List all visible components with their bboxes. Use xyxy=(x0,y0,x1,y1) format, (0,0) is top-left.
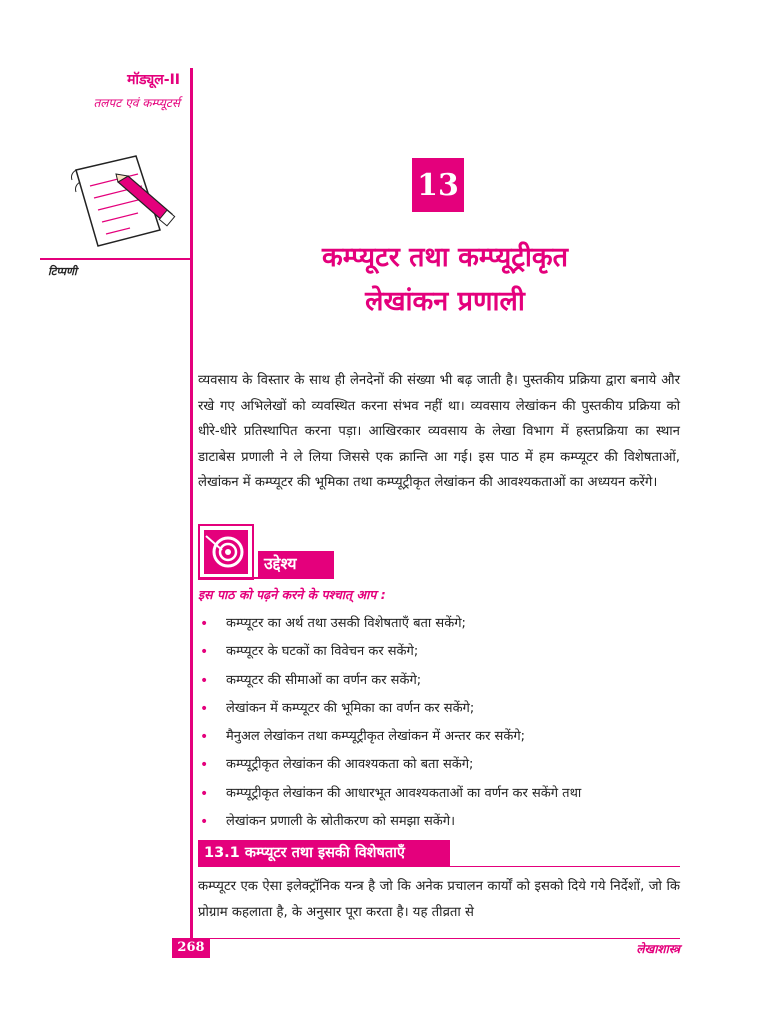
section-heading: 13.1 कम्प्यूटर तथा इसकी विशेषताएँ xyxy=(198,840,450,866)
list-item: • कम्प्यूटर के घटकों का विवेचन कर सकेंगे; xyxy=(198,638,680,666)
page-number: 268 xyxy=(172,938,210,958)
bullet-icon: • xyxy=(200,700,209,717)
list-item: • मैनुअल लेखांकन तथा कम्प्यूट्रीकृत लेखांकन में अन्तर कर सकेंगे; xyxy=(198,723,680,751)
objectives-underline xyxy=(198,577,334,579)
section-rule xyxy=(198,866,680,867)
bullet-icon: • xyxy=(200,729,209,746)
bullet-icon: • xyxy=(200,616,209,632)
list-item: • कम्प्यूट्रीकृत लेखांकन की आधारभूत आवश्यकताओं का वर्णन कर सकेंगे तथा xyxy=(198,780,680,808)
margin-rule xyxy=(190,68,193,938)
module-title: मॉड्यूल-II xyxy=(127,72,180,88)
bullet-icon: • xyxy=(200,785,209,802)
chapter-title xyxy=(230,236,660,324)
objectives-heading: उद्देश्य xyxy=(258,551,334,577)
footer-rule xyxy=(198,938,680,939)
note-divider xyxy=(40,258,190,260)
bullet-icon: • xyxy=(200,814,209,831)
module-subtitle: तलपट एवं कम्प्यूटर्स xyxy=(93,96,180,110)
bullet-icon: • xyxy=(200,757,209,774)
bullet-icon: • xyxy=(200,672,209,689)
bullet-icon: • xyxy=(200,644,209,661)
list-item: • लेखांकन प्रणाली के स्रोतीकरण को समझा सकेंगे। xyxy=(198,808,680,836)
list-item: • कम्प्यूटर की सीमाओं का वर्णन कर सकेंगे; xyxy=(198,667,680,695)
objectives-intro: इस पाठ को पढ़ने करने के पश्चात् आप : xyxy=(198,587,386,602)
list-item: • कम्प्यूटर का अर्थ तथा उसकी विशेषताएँ बता सकेंगे; xyxy=(198,610,680,638)
note-label: टिप्पणी xyxy=(48,265,77,278)
chapter-title-line1: कम्प्यूटर तथा कम्प्यूट्रीकृत xyxy=(321,242,569,273)
list-item: • लेखांकन में कम्प्यूटर की भूमिका का वर्णन कर सकेंगे; xyxy=(198,695,680,723)
notepad-pencil-icon xyxy=(68,152,178,252)
objectives-list xyxy=(198,610,680,836)
chapter-number: 13 xyxy=(412,158,464,212)
section-paragraph: कम्प्यूटर एक ऐसा इलेक्ट्रॉनिक यन्त्र है जो कि अनेक प्रचालन कार्यों को इसको दिये गये निर्देशों, जो कि प्रोग्राम कहलाता है, के अनुसार पूरा करता है। यह तीव्रता से xyxy=(198,879,680,920)
target-icon xyxy=(198,524,254,580)
chapter-title-line2: लेखांकन प्रणाली xyxy=(365,286,525,317)
footer-subject: लेखाशास्त्र xyxy=(636,942,680,956)
intro-paragraph: व्यवसाय के विस्तार के साथ ही लेनदेनों की संख्या भी बढ़ जाती है। पुस्तकीय प्रक्रिया द्वारा बनाये और रखे गए अभिलेखों को व्यवस्थित करना संभव नहीं था। व्यवसाय लेखांकन की पुस्तकीय प्रक्रिया को धीरे-धीरे प्रतिस्थापित करना पड़ा। आखिरकार व्यवसाय के लेखा विभाग में हस्तप्रक्रिया का स्थान डाटाबेस प्रणाली ने ले लिया जिससे एक क्रान्ति आ गई। इस पाठ में हम कम्प्यूटर की विशेषताओं, लेखांकन में कम्प्यूटर की भूमिका तथा कम्प्यूट्रीकृत लेखांकन की आवश्यकताओं का अध्ययन करेंगे। xyxy=(198,373,680,490)
list-item: • कम्प्यूट्रीकृत लेखांकन की आवश्यकता को बता सकेंगे; xyxy=(198,751,680,779)
